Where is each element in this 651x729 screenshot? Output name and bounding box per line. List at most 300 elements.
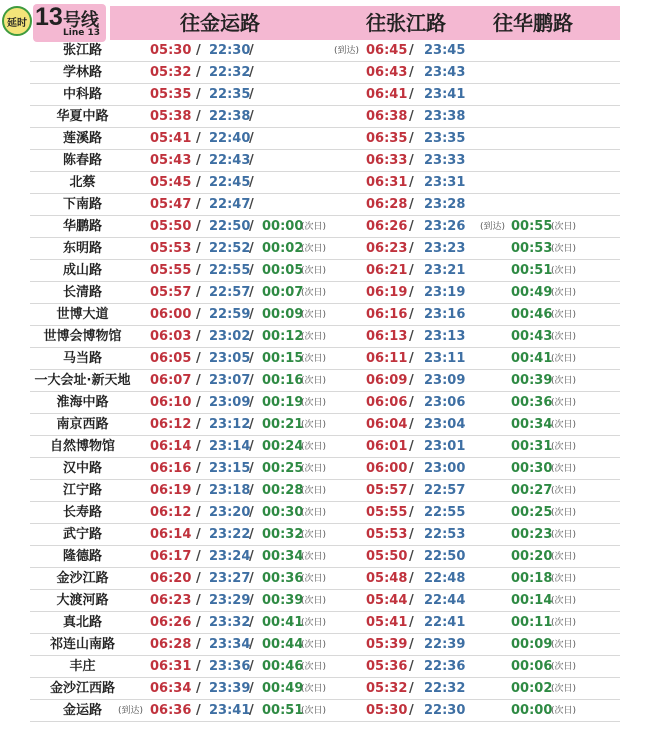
last-train-jinyun: 23:09 xyxy=(209,395,251,410)
station-name: 自然博物馆 xyxy=(49,439,115,454)
first-train-zhangjiang: 06:28 xyxy=(366,197,408,212)
separator: / xyxy=(249,285,254,300)
next-day-note: (次日) xyxy=(551,574,577,584)
first-train-jinyun: 05:30 xyxy=(150,43,192,58)
last-train-jinyun: 22:38 xyxy=(209,109,251,124)
last-train-jinyun: 22:52 xyxy=(209,241,251,256)
first-train-zhangjiang: 05:50 xyxy=(366,549,408,564)
first-train-jinyun: 06:14 xyxy=(150,527,192,542)
last-train-jinyun: 23:24 xyxy=(209,549,251,564)
last-train-zhangjiang: 22:53 xyxy=(424,527,466,542)
separator: / xyxy=(249,395,254,410)
separator: / xyxy=(196,175,201,190)
last-train-jinyun: 22:40 xyxy=(209,131,251,146)
last-train-jinyun: 23:32 xyxy=(209,615,251,630)
table-row xyxy=(30,216,620,238)
extended-train-jinyun: 00:09 xyxy=(262,307,304,322)
separator: / xyxy=(249,219,254,234)
next-day-note: (次日) xyxy=(301,332,327,342)
separator: / xyxy=(249,461,254,476)
separator: / xyxy=(409,703,414,718)
last-train-huapeng: 00:31 xyxy=(511,439,553,454)
separator: / xyxy=(249,615,254,630)
last-train-huapeng: 00:43 xyxy=(511,329,553,344)
extended-train-jinyun: 00:07 xyxy=(262,285,304,300)
table-row xyxy=(30,194,620,216)
separator: / xyxy=(249,131,254,146)
extended-train-jinyun: 00:24 xyxy=(262,439,304,454)
last-train-jinyun: 23:07 xyxy=(209,373,251,388)
next-day-note: (次日) xyxy=(301,244,327,254)
first-train-jinyun: 06:26 xyxy=(150,615,192,630)
first-train-zhangjiang: 06:41 xyxy=(366,87,408,102)
separator: / xyxy=(249,593,254,608)
next-day-note: (次日) xyxy=(301,684,327,694)
separator: / xyxy=(249,175,254,190)
last-train-jinyun: 23:05 xyxy=(209,351,251,366)
separator: / xyxy=(196,263,201,278)
separator: / xyxy=(409,593,414,608)
first-train-zhangjiang: 06:13 xyxy=(366,329,408,344)
separator: / xyxy=(409,549,414,564)
last-train-huapeng: 00:06 xyxy=(511,659,553,674)
last-train-zhangjiang: 23:26 xyxy=(424,219,466,234)
last-train-zhangjiang: 23:21 xyxy=(424,263,466,278)
table-row xyxy=(30,238,620,260)
last-train-jinyun: 23:18 xyxy=(209,483,251,498)
last-train-jinyun: 23:15 xyxy=(209,461,251,476)
last-train-zhangjiang: 23:45 xyxy=(424,43,466,58)
last-train-huapeng: 00:00 xyxy=(511,703,553,718)
line-13-logo xyxy=(33,4,106,42)
next-day-note: (次日) xyxy=(551,442,577,452)
table-row xyxy=(30,436,620,458)
station-name: 世博大道 xyxy=(56,307,109,322)
first-train-jinyun: 05:53 xyxy=(150,241,192,256)
table-row xyxy=(30,106,620,128)
last-train-zhangjiang: 22:39 xyxy=(424,637,466,652)
separator: / xyxy=(409,153,414,168)
station-name: 金沙江西路 xyxy=(49,681,115,696)
separator: / xyxy=(196,439,201,454)
station-name: 世博会博物馆 xyxy=(43,329,122,344)
first-train-jinyun: 06:16 xyxy=(150,461,192,476)
last-train-zhangjiang: 23:13 xyxy=(424,329,466,344)
station-name: 武宁路 xyxy=(62,527,102,542)
last-train-zhangjiang: 23:38 xyxy=(424,109,466,124)
first-train-jinyun: 06:05 xyxy=(150,351,192,366)
next-day-note: (次日) xyxy=(301,420,327,430)
last-train-jinyun: 23:02 xyxy=(209,329,251,344)
last-train-jinyun: 23:14 xyxy=(209,439,251,454)
separator: / xyxy=(249,65,254,80)
first-train-jinyun: 06:23 xyxy=(150,593,192,608)
first-train-zhangjiang: 06:01 xyxy=(366,439,408,454)
separator: / xyxy=(249,417,254,432)
last-train-huapeng: 00:27 xyxy=(511,483,553,498)
first-train-jinyun: 06:20 xyxy=(150,571,192,586)
first-train-zhangjiang: 06:11 xyxy=(366,351,408,366)
first-train-zhangjiang: 06:33 xyxy=(366,153,408,168)
first-train-jinyun: 05:38 xyxy=(150,109,192,124)
last-train-zhangjiang: 23:35 xyxy=(424,131,466,146)
first-train-zhangjiang: 06:31 xyxy=(366,175,408,190)
next-day-note: (次日) xyxy=(301,442,327,452)
last-train-zhangjiang: 22:32 xyxy=(424,681,466,696)
first-train-jinyun: 06:28 xyxy=(150,637,192,652)
separator: / xyxy=(249,505,254,520)
extended-train-jinyun: 00:34 xyxy=(262,549,304,564)
separator: / xyxy=(409,483,414,498)
table-row xyxy=(30,524,620,546)
first-train-jinyun: 05:45 xyxy=(150,175,192,190)
next-day-note: (次日) xyxy=(551,266,577,276)
table-row xyxy=(30,590,620,612)
last-train-jinyun: 23:22 xyxy=(209,527,251,542)
table-row xyxy=(30,392,620,414)
separator: / xyxy=(409,461,414,476)
first-train-zhangjiang: 05:41 xyxy=(366,615,408,630)
last-train-jinyun: 22:30 xyxy=(209,43,251,58)
extended-train-jinyun: 00:16 xyxy=(262,373,304,388)
station-name: 学林路 xyxy=(62,65,102,80)
separator: / xyxy=(249,483,254,498)
extended-train-jinyun: 00:36 xyxy=(262,571,304,586)
separator: / xyxy=(409,527,414,542)
separator: / xyxy=(409,109,414,124)
first-train-jinyun: 05:50 xyxy=(150,219,192,234)
separator: / xyxy=(249,197,254,212)
last-train-zhangjiang: 23:31 xyxy=(424,175,466,190)
separator: / xyxy=(409,395,414,410)
extended-train-jinyun: 00:25 xyxy=(262,461,304,476)
table-row xyxy=(30,172,620,194)
separator: / xyxy=(409,87,414,102)
station-name: 一大会址·新天地 xyxy=(34,373,131,388)
direction-jinyun-road: 往金运路 xyxy=(180,11,260,35)
next-day-note: (次日) xyxy=(551,552,577,562)
separator: / xyxy=(409,131,414,146)
timetable-header xyxy=(0,0,651,42)
table-row xyxy=(30,326,620,348)
separator: / xyxy=(409,505,414,520)
first-train-jinyun: 05:57 xyxy=(150,285,192,300)
table-row xyxy=(30,40,620,62)
last-train-huapeng: 00:18 xyxy=(511,571,553,586)
separator: / xyxy=(196,505,201,520)
next-day-note: (次日) xyxy=(301,706,327,716)
station-name: 南京西路 xyxy=(56,417,109,432)
next-day-note: (次日) xyxy=(551,222,577,232)
next-day-note: (次日) xyxy=(551,640,577,650)
next-day-note: (次日) xyxy=(301,596,327,606)
next-day-note: (次日) xyxy=(301,574,327,584)
first-train-zhangjiang: 05:57 xyxy=(366,483,408,498)
last-train-huapeng: 00:51 xyxy=(511,263,553,278)
separator: / xyxy=(196,351,201,366)
extended-train-jinyun: 00:19 xyxy=(262,395,304,410)
table-row xyxy=(30,700,620,722)
last-train-jinyun: 22:32 xyxy=(209,65,251,80)
last-train-zhangjiang: 23:19 xyxy=(424,285,466,300)
extended-train-jinyun: 00:12 xyxy=(262,329,304,344)
last-train-zhangjiang: 22:41 xyxy=(424,615,466,630)
separator: / xyxy=(409,373,414,388)
separator: / xyxy=(196,153,201,168)
station-name: 真北路 xyxy=(62,615,102,630)
separator: / xyxy=(249,307,254,322)
last-train-jinyun: 23:12 xyxy=(209,417,251,432)
separator: / xyxy=(196,307,201,322)
separator: / xyxy=(196,593,201,608)
separator: / xyxy=(409,417,414,432)
next-day-note: (次日) xyxy=(301,640,327,650)
first-train-jinyun: 06:14 xyxy=(150,439,192,454)
separator: / xyxy=(249,109,254,124)
separator: / xyxy=(196,109,201,124)
extended-train-jinyun: 00:39 xyxy=(262,593,304,608)
extended-train-jinyun: 00:02 xyxy=(262,241,304,256)
last-train-jinyun: 23:39 xyxy=(209,681,251,696)
next-day-note: (次日) xyxy=(551,420,577,430)
table-row xyxy=(30,612,620,634)
first-train-zhangjiang: 05:39 xyxy=(366,637,408,652)
next-day-note: (次日) xyxy=(551,244,577,254)
separator: / xyxy=(409,659,414,674)
separator: / xyxy=(409,615,414,630)
last-train-huapeng: 00:09 xyxy=(511,637,553,652)
last-train-jinyun: 23:20 xyxy=(209,505,251,520)
first-train-zhangjiang: 06:43 xyxy=(366,65,408,80)
extended-train-jinyun: 00:46 xyxy=(262,659,304,674)
arrival-note: (到达) xyxy=(480,222,506,232)
separator: / xyxy=(249,373,254,388)
line-number: 13 xyxy=(35,3,63,31)
last-train-jinyun: 22:35 xyxy=(209,87,251,102)
first-train-zhangjiang: 05:36 xyxy=(366,659,408,674)
next-day-note: (次日) xyxy=(551,376,577,386)
line-label-en: Line 13 xyxy=(63,28,100,38)
first-train-zhangjiang: 06:09 xyxy=(366,373,408,388)
next-day-note: (次日) xyxy=(551,706,577,716)
last-train-zhangjiang: 23:16 xyxy=(424,307,466,322)
station-name: 马当路 xyxy=(62,351,102,366)
first-train-jinyun: 06:19 xyxy=(150,483,192,498)
last-train-zhangjiang: 23:33 xyxy=(424,153,466,168)
last-train-huapeng: 00:49 xyxy=(511,285,553,300)
first-train-jinyun: 05:35 xyxy=(150,87,192,102)
separator: / xyxy=(196,43,201,58)
next-day-note: (次日) xyxy=(301,266,327,276)
station-name: 金沙江路 xyxy=(56,571,109,586)
last-train-zhangjiang: 23:28 xyxy=(424,197,466,212)
last-train-zhangjiang: 23:06 xyxy=(424,395,466,410)
first-train-zhangjiang: 05:32 xyxy=(366,681,408,696)
extended-train-jinyun: 00:51 xyxy=(262,703,304,718)
last-train-zhangjiang: 23:23 xyxy=(424,241,466,256)
separator: / xyxy=(196,615,201,630)
next-day-note: (次日) xyxy=(301,486,327,496)
first-train-zhangjiang: 06:23 xyxy=(366,241,408,256)
first-train-jinyun: 06:34 xyxy=(150,681,192,696)
separator: / xyxy=(196,549,201,564)
table-row xyxy=(30,150,620,172)
last-train-huapeng: 00:53 xyxy=(511,241,553,256)
last-train-huapeng: 00:20 xyxy=(511,549,553,564)
table-row xyxy=(30,634,620,656)
first-train-jinyun: 05:47 xyxy=(150,197,192,212)
station-name: 长清路 xyxy=(62,285,102,300)
last-train-huapeng: 00:25 xyxy=(511,505,553,520)
first-train-jinyun: 06:17 xyxy=(150,549,192,564)
first-train-zhangjiang: 06:00 xyxy=(366,461,408,476)
separator: / xyxy=(409,65,414,80)
table-row xyxy=(30,84,620,106)
separator: / xyxy=(196,571,201,586)
first-train-zhangjiang: 06:38 xyxy=(366,109,408,124)
last-train-huapeng: 00:14 xyxy=(511,593,553,608)
extended-service-badge: 延时 xyxy=(2,6,32,36)
extended-train-jinyun: 00:28 xyxy=(262,483,304,498)
separator: / xyxy=(249,43,254,58)
separator: / xyxy=(409,43,414,58)
next-day-note: (次日) xyxy=(551,508,577,518)
station-name: 中科路 xyxy=(62,87,102,102)
last-train-huapeng: 00:11 xyxy=(511,615,553,630)
table-row xyxy=(30,480,620,502)
first-train-jinyun: 05:43 xyxy=(150,153,192,168)
separator: / xyxy=(249,329,254,344)
first-train-zhangjiang: 05:48 xyxy=(366,571,408,586)
last-train-jinyun: 23:41 xyxy=(209,703,251,718)
separator: / xyxy=(196,65,201,80)
separator: / xyxy=(196,285,201,300)
last-train-zhangjiang: 22:30 xyxy=(424,703,466,718)
separator: / xyxy=(196,197,201,212)
first-train-jinyun: 06:36 xyxy=(150,703,192,718)
first-train-jinyun: 05:55 xyxy=(150,263,192,278)
separator: / xyxy=(409,351,414,366)
separator: / xyxy=(196,417,201,432)
station-name: 汉中路 xyxy=(62,461,102,476)
last-train-huapeng: 00:23 xyxy=(511,527,553,542)
last-train-zhangjiang: 22:55 xyxy=(424,505,466,520)
first-train-jinyun: 06:12 xyxy=(150,417,192,432)
station-name: 祁连山南路 xyxy=(49,637,115,652)
last-train-jinyun: 23:27 xyxy=(209,571,251,586)
separator: / xyxy=(409,263,414,278)
extended-train-jinyun: 00:32 xyxy=(262,527,304,542)
extended-train-jinyun: 00:44 xyxy=(262,637,304,652)
last-train-jinyun: 22:50 xyxy=(209,219,251,234)
line-label-cn: 号线 xyxy=(63,10,99,31)
separator: / xyxy=(409,329,414,344)
next-day-note: (次日) xyxy=(301,398,327,408)
station-name: 莲溪路 xyxy=(62,131,102,146)
separator: / xyxy=(409,307,414,322)
last-train-jinyun: 23:36 xyxy=(209,659,251,674)
table-row xyxy=(30,678,620,700)
arrival-note: (到达) xyxy=(334,46,360,56)
arrival-note: (到达) xyxy=(118,706,144,716)
table-row xyxy=(30,128,620,150)
extended-train-jinyun: 00:30 xyxy=(262,505,304,520)
first-train-jinyun: 06:07 xyxy=(150,373,192,388)
separator: / xyxy=(196,681,201,696)
station-name: 下南路 xyxy=(62,197,102,212)
next-day-note: (次日) xyxy=(551,684,577,694)
last-train-zhangjiang: 22:48 xyxy=(424,571,466,586)
last-train-jinyun: 22:45 xyxy=(209,175,251,190)
last-train-jinyun: 22:55 xyxy=(209,263,251,278)
first-train-jinyun: 06:12 xyxy=(150,505,192,520)
extended-train-jinyun: 00:00 xyxy=(262,219,304,234)
next-day-note: (次日) xyxy=(551,310,577,320)
last-train-jinyun: 22:43 xyxy=(209,153,251,168)
separator: / xyxy=(249,87,254,102)
table-row xyxy=(30,502,620,524)
next-day-note: (次日) xyxy=(551,662,577,672)
first-train-jinyun: 06:10 xyxy=(150,395,192,410)
first-train-jinyun: 05:32 xyxy=(150,65,192,80)
extended-train-jinyun: 00:15 xyxy=(262,351,304,366)
last-train-jinyun: 23:34 xyxy=(209,637,251,652)
next-day-note: (次日) xyxy=(551,332,577,342)
station-name: 大渡河路 xyxy=(56,593,109,608)
last-train-zhangjiang: 22:50 xyxy=(424,549,466,564)
first-train-zhangjiang: 06:26 xyxy=(366,219,408,234)
table-row xyxy=(30,370,620,392)
next-day-note: (次日) xyxy=(301,354,327,364)
first-train-zhangjiang: 05:44 xyxy=(366,593,408,608)
last-train-zhangjiang: 23:01 xyxy=(424,439,466,454)
direction-zhangjiang-road: 往张江路 xyxy=(366,11,446,35)
next-day-note: (次日) xyxy=(301,222,327,232)
first-train-zhangjiang: 06:04 xyxy=(366,417,408,432)
separator: / xyxy=(249,681,254,696)
next-day-note: (次日) xyxy=(551,398,577,408)
next-day-note: (次日) xyxy=(301,552,327,562)
station-name: 北蔡 xyxy=(69,175,96,190)
station-name: 成山路 xyxy=(62,263,102,278)
first-train-zhangjiang: 06:21 xyxy=(366,263,408,278)
table-row xyxy=(30,348,620,370)
first-train-zhangjiang: 05:53 xyxy=(366,527,408,542)
next-day-note: (次日) xyxy=(551,464,577,474)
last-train-huapeng: 00:30 xyxy=(511,461,553,476)
separator: / xyxy=(409,571,414,586)
last-train-zhangjiang: 23:09 xyxy=(424,373,466,388)
next-day-note: (次日) xyxy=(301,618,327,628)
last-train-zhangjiang: 22:44 xyxy=(424,593,466,608)
first-train-zhangjiang: 05:30 xyxy=(366,703,408,718)
next-day-note: (次日) xyxy=(551,486,577,496)
last-train-huapeng: 00:36 xyxy=(511,395,553,410)
last-train-zhangjiang: 22:57 xyxy=(424,483,466,498)
next-day-note: (次日) xyxy=(301,464,327,474)
separator: / xyxy=(249,263,254,278)
separator: / xyxy=(196,87,201,102)
last-train-zhangjiang: 23:43 xyxy=(424,65,466,80)
last-train-zhangjiang: 23:41 xyxy=(424,87,466,102)
separator: / xyxy=(409,439,414,454)
separator: / xyxy=(409,681,414,696)
last-train-zhangjiang: 23:11 xyxy=(424,351,466,366)
first-train-zhangjiang: 06:19 xyxy=(366,285,408,300)
separator: / xyxy=(196,329,201,344)
station-name: 丰庄 xyxy=(69,659,96,674)
next-day-note: (次日) xyxy=(551,288,577,298)
